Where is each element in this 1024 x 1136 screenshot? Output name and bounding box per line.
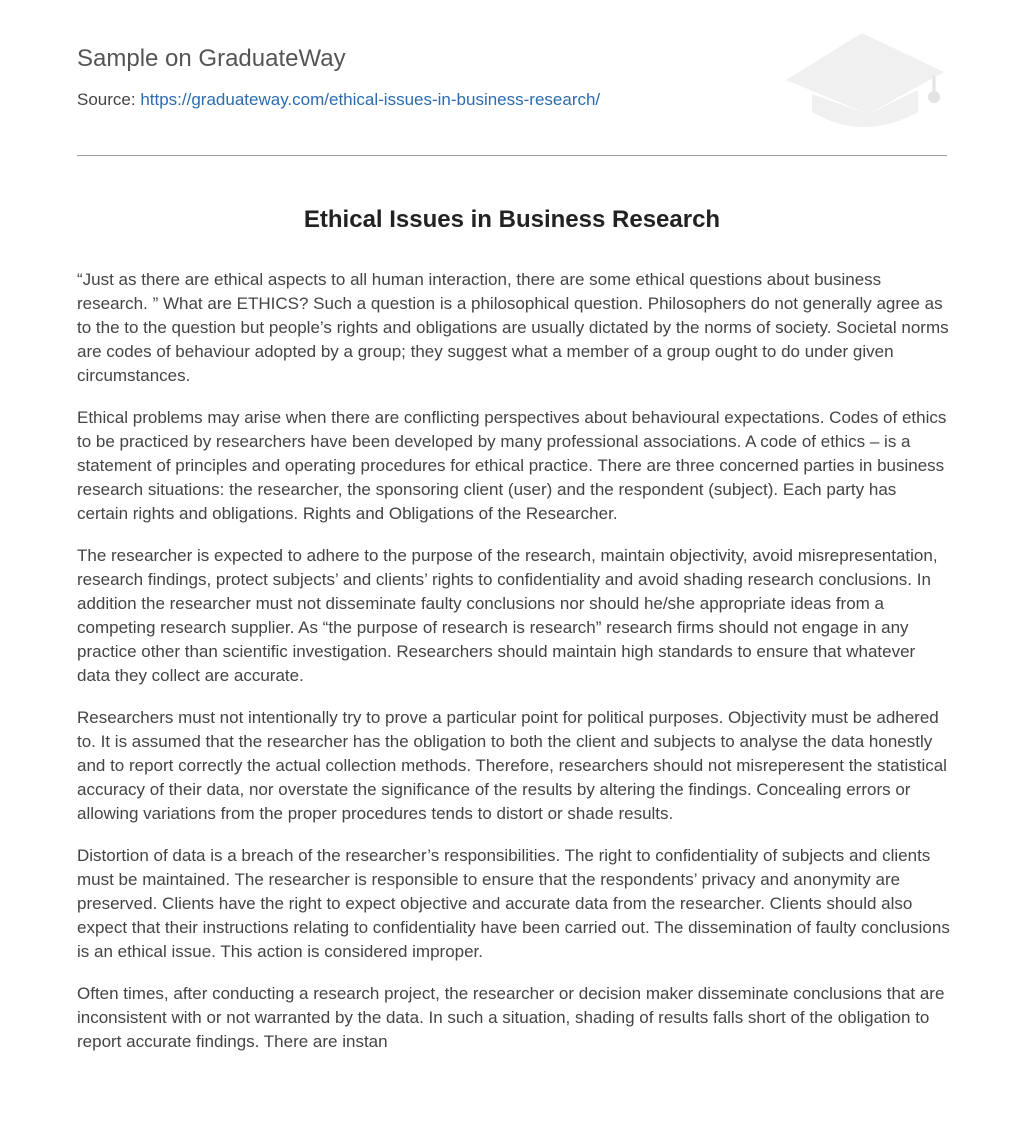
paragraph: Ethical problems may arise when there are conflicting perspectives about behavioural expectations. Codes of ethics to be practiced by researchers have been developed by many professional associations. A code of ethics – is a statement of principles and operating procedures for ethical practice. There are three concerned parties in business research situations: the researcher, the sponsoring client (user) and the respondent (subject). Each party has certain rights and obligations. Rights and Obligations of the Researcher. xyxy=(77,408,947,523)
paragraph: “Just as there are ethical aspects to all human interaction, there are some ethical questions about business research. ” What are ETHICS? Such a question is a philosophical question. Philosophers do not generally agree as to the to the question but people’s rights and obligations are usually dictated by the norms of society. Societal norms are codes of behaviour adopted by a group; they suggest what a member of a group ought to do under given circumstances. xyxy=(77,270,949,385)
article-title: Ethical Issues in Business Research xyxy=(303,206,721,233)
cap-board xyxy=(786,33,944,114)
source-line xyxy=(77,89,600,111)
cap-tassel-knot xyxy=(928,91,940,103)
graduation-cap-icon xyxy=(780,30,948,134)
paragraph: Researchers must not intentionally try to prove a particular point for political purposes. Objectivity must be adhered to. It is assumed that the researcher has the obligation to both the client and subjects to analyse the data honestly and to report correctly the actual collection methods. Therefore, researchers should not misreperesent the statistical accuracy of their data, nor overstate the significance of the results by altering the findings. Concealing errors or allowing variations from the proper procedures tends to distort or shade results. xyxy=(77,708,947,823)
source-link[interactable]: https://graduateway.com/ethical-issues-in-business-research/ xyxy=(140,90,601,109)
site-title: Sample on GraduateWay xyxy=(77,45,346,72)
paragraph: Distortion of data is a breach of the researcher’s responsibilities. The right to confidentiality of subjects and clients must be maintained. The researcher is responsible to ensure that the respondents’ privacy and anonymity are preserved. Clients have the right to expect objective and accurate data from the researcher. Clients should also expect that their instructions relating to confidentiality have been carried out. The dissemination of faulty conclusions is an ethical issue. This action is considered improper. xyxy=(77,846,950,961)
source-label: Source: xyxy=(77,90,136,109)
page-header xyxy=(77,0,947,156)
header-divider xyxy=(77,155,947,156)
paragraph: The researcher is expected to adhere to the purpose of the research, maintain objectivity, avoid misrepresentation, research findings, protect subjects’ and clients’ rights to confidentiality and avoid shading research conclusions. In addition the researcher must not disseminate faulty conclusions nor should he/she appropriate ideas from a competing research supplier. As “the purpose of research is research” research firms should not engage in any practice other than scientific investigation. Researchers should maintain high standards to ensure that whatever data they collect are accurate. xyxy=(77,546,938,685)
paragraph: Often times, after conducting a research project, the researcher or decision maker disseminate conclusions that are inconsistent with or not warranted by the data. In such a situation, shading of results falls short of the obligation to report accurate findings. There are instan xyxy=(77,984,945,1051)
article-body xyxy=(77,268,952,1072)
